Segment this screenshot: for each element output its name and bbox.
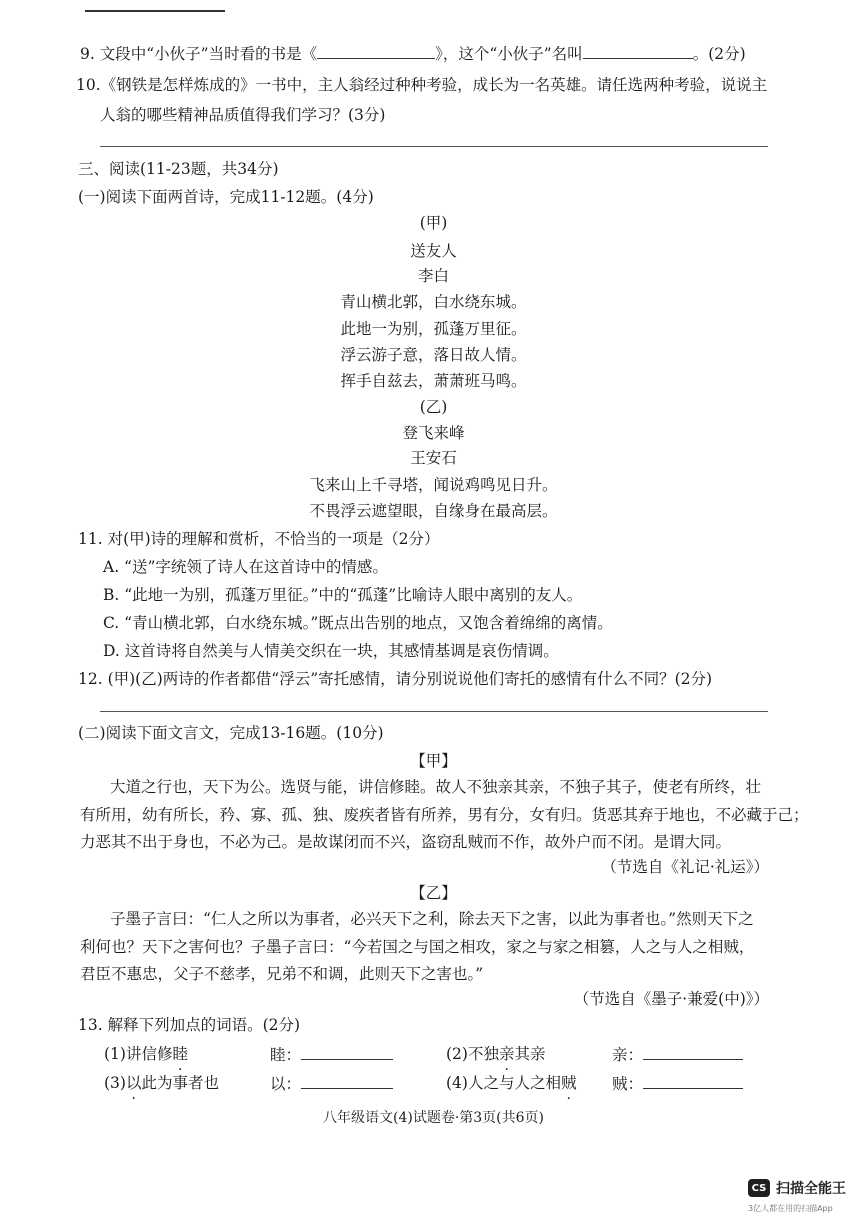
poem-a-label: (甲) — [419, 214, 448, 232]
poem-b-author: 王安石 — [410, 449, 457, 467]
q9-blank-name[interactable] — [583, 42, 693, 59]
poem-a-line-3: 浮云游子意，落日故人情。 — [340, 346, 527, 364]
q13-item-3-answer: 以： — [270, 1072, 393, 1095]
q12-answer-line[interactable] — [100, 711, 768, 712]
poem-b-title: 登飞来峰 — [402, 424, 465, 442]
q13-item-1-answer: 睦： — [270, 1043, 393, 1066]
poem-a-line-2: 此地一为别，孤蓬万里征。 — [340, 320, 527, 338]
question-9 — [80, 42, 746, 65]
poem-a-line-1: 青山横北郭，白水绕东城。 — [340, 293, 527, 311]
poem-a-line-4: 挥手自兹去，萧萧班马鸣。 — [340, 372, 527, 390]
q11-option-c[interactable]: C. “青山横北郭，白水绕东城。”既点出告别的地点，又饱含着绵绵的离情。 — [103, 614, 613, 632]
q13-blank-4[interactable] — [643, 1072, 743, 1089]
dotted-char: 亲 — [498, 1045, 515, 1063]
text-a-line-3: 力恶其不出于身也，不必为己。是故谋闭而不兴，盗窃乱贼而不作，故外户而不闭。是谓大同。 — [80, 833, 732, 851]
text-b-line-1: 子墨子言曰：“仁人之所以为事者，必兴天下之利，除去天下之害，以此为事者也。”然则天下之 — [110, 910, 754, 928]
q13-blank-1[interactable] — [301, 1043, 393, 1060]
question-11-stem: 11. 对(甲)诗的理解和赏析，不恰当的一项是（2分） — [78, 530, 440, 548]
q9-text-a: 9. 文段中“小伙子”当时看的书是《 — [80, 45, 318, 63]
text-a-line-2: 有所用，幼有所长，矜、寡、孤、独、废疾者皆有所养，男有分，女有归。货恶其弃于地也，不必藏于己； — [80, 806, 809, 824]
text-a-source: （节选自《礼记·礼运》） — [601, 858, 769, 876]
text-b-label: 【乙】 — [410, 884, 457, 902]
poem-a-author: 李白 — [417, 267, 449, 285]
q13-blank-2[interactable] — [643, 1043, 743, 1060]
q9-text-c: 。(2分) — [692, 45, 746, 63]
q11-option-a[interactable]: A. “送”字统领了诗人在这首诗中的情感。 — [103, 558, 388, 576]
question-12: 12. (甲)(乙)两诗的作者都借“浮云”寄托感情，请分别说说他们寄托的感情有什么不同？(2分) — [78, 670, 713, 688]
poem-b-line-1: 飞来山上千寻塔，闻说鸡鸣见日升。 — [309, 476, 558, 494]
question-10-line2: 人翁的哪些精神品质值得我们学习？(3分) — [100, 106, 386, 124]
q9-blank-book[interactable] — [317, 42, 435, 59]
text-a-label: 【甲】 — [410, 752, 457, 770]
dotted-char: 睦 — [172, 1045, 188, 1063]
q13-item-2-answer: 亲： — [612, 1043, 743, 1066]
q13-item-1: (1)讲信修睦 — [104, 1045, 188, 1063]
part-1-title: (一)阅读下面两首诗，完成11-12题。(4分) — [78, 188, 374, 206]
dotted-char: 以 — [125, 1074, 142, 1092]
scanner-tagline: 3亿人都在用的扫描App — [748, 1204, 833, 1213]
q10-answer-line[interactable] — [100, 146, 768, 147]
section-3-title: 三、阅读(11-23题，共34分) — [78, 160, 279, 178]
question-10-line1: 10.《钢铁是怎样炼成的》一书中，主人翁经过种种考验，成长为一名英雄。请任选两种考验，说说主 — [76, 76, 768, 94]
text-a-line-1: 大道之行也，天下为公。选贤与能，讲信修睦。故人不独亲其亲，不独子其子，使老有所终，壮 — [110, 778, 762, 796]
text-b-source: （节选自《墨子·兼爱(中)》） — [573, 990, 769, 1008]
cs-logo-icon: CS — [748, 1179, 770, 1197]
page-footer: 八年级语文(4)试题卷·第3页(共6页) — [322, 1110, 545, 1126]
scanner-logo — [748, 1178, 846, 1198]
top-edge-line — [85, 10, 225, 12]
q13-item-4: (4)人之与人之相贼 — [446, 1074, 577, 1092]
dotted-char: 贼 — [560, 1074, 577, 1092]
q13-item-3: (3)以此为事者也 — [104, 1074, 219, 1092]
text-b-line-2: 利何也？天下之害何也？子墨子言曰：“今若国之与国之相攻，家之与家之相篡，人之与人之相贼， — [80, 938, 755, 956]
poem-a-title: 送友人 — [410, 242, 457, 260]
q11-option-b[interactable]: B. “此地一为别，孤蓬万里征。”中的“孤蓬”比喻诗人眼中离别的友人。 — [103, 586, 583, 604]
q13-item-4-answer: 贼： — [612, 1072, 743, 1095]
poem-b-line-2: 不畏浮云遮望眼，自缘身在最高层。 — [309, 502, 558, 520]
q13-blank-3[interactable] — [301, 1072, 393, 1089]
scanner-name: 扫描全能王 — [776, 1181, 846, 1197]
text-b-line-3: 君臣不惠忠，父子不慈孝，兄弟不和调，此则天下之害也。” — [80, 965, 484, 983]
q11-option-d[interactable]: D. 这首诗将自然美与人情美交织在一块，其感情基调是哀伤情调。 — [103, 642, 559, 660]
question-13-stem: 13. 解释下列加点的词语。(2分) — [78, 1016, 301, 1034]
q13-item-2: (2)不独亲其亲 — [446, 1045, 546, 1063]
part-2-title: (二)阅读下面文言文，完成13-16题。(10分) — [78, 724, 384, 742]
poem-b-label: (乙) — [419, 398, 448, 416]
q9-text-b: 》，这个“小伙子”名叫 — [435, 45, 583, 63]
